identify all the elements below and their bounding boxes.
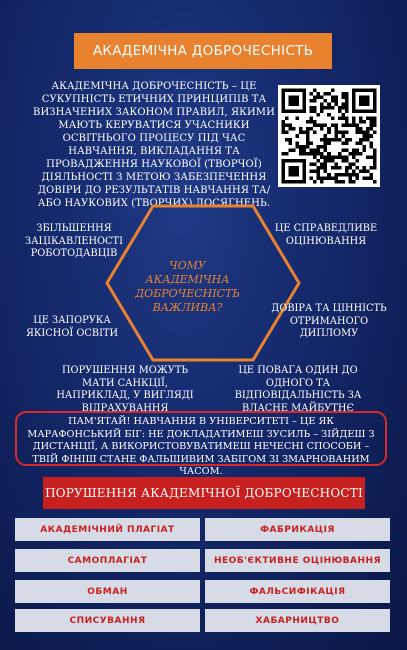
reason-fair-grading: ЦЕ СПРАВЕДЛИВЕ ОЦІНЮВАННЯ [274, 223, 378, 247]
violations-title: ПОРУШЕННЯ АКАДЕМІЧНОЇ ДОБРОЧЕСНОСТІ [45, 486, 363, 500]
definition-text: АКАДЕМІЧНА ДОБРОЧЕСНІСТЬ – ЦЕ СУКУПНІСТЬ ЕТИЧНИХ ПРИНЦИПІВ ТА ВИЗНАЧЕНИХ ЗАКОНОМ ПРАВИЛ, ЯКИМИ МАЮТЬ КЕРУВАТИСЯ УЧАСНИКИ ОСВІТНЬОГО ПРОЦЕСУ ПІД ЧАС НАВЧАННЯ, ВИКЛАДАННЯ ТА ПРОВАДЖЕННЯ НАУКОВОЇ (ТВОРЧОЇ) ДІЯЛЬНОСТІ З МЕТОЮ ЗАБЕЗПЕЧЕННЯ ДОВІРИ ДО РЕЗУЛЬТАТІВ НАВЧАННЯ ТА/АБО НАУКОВИХ (ТВОРЧИХ) ДОСЯГНЕНЬ. [33, 81, 275, 209]
reason-employers: ЗБІЛЬШЕННЯ ЗАЦІКАВЛЕНОСТІ РОБОТОДАВЦІВ [25, 223, 123, 259]
violation-deception[interactable]: ОБМАН [15, 580, 200, 603]
violation-biased-evaluation[interactable]: НЕОБ'ЄКТИВНЕ ОЦІНЮВАННЯ [205, 549, 390, 572]
violation-plagiarism[interactable]: АКАДЕМІЧНИЙ ПЛАГІАТ [15, 518, 200, 541]
title-banner [74, 33, 332, 69]
hexagon-question: ЧОМУ АКАДЕМІЧНА ДОБРОЧЕСНІСТЬ ВАЖЛИВА? [135, 259, 240, 314]
reason-quality-education: ЦЕ ЗАПОРУКА ЯКІСНОЇ ОСВІТИ [25, 315, 119, 339]
violation-bribery[interactable]: ХАБАРНИЦТВО [205, 609, 390, 632]
violation-falsification[interactable]: ФАЛЬСИФІКАЦІЯ [205, 580, 390, 603]
reason-diploma-value: ДОВІРА ТА ЦІННІСТЬ ОТРИМАНОГО ДИПЛОМУ [271, 303, 387, 339]
violation-cheating[interactable]: СПИСУВАННЯ [15, 609, 200, 632]
qr-code[interactable] [278, 85, 380, 187]
violations-header [43, 477, 365, 509]
warning-box: ПАМ'ЯТАЙ! НАВЧАННЯ В УНІВЕРСИТЕТІ – ЦЕ ЯК МАРАФОНСЬКИЙ БІГ: НЕ ДОКЛАДАТИМЕШ ЗУСИЛЬ – ЗІЙДЕШ З ДИСТАНЦІЇ, А ВИКОРИСТОВУВАТИМЕШ НЕЧЕСНІ СПОСОБИ – ТВІЙ ФІНІШ СТАНЕ ФАЛЬШИВИМ ЗАБІГОМ ЗІ ЗМАРНОВАНИМ ЧАСОМ. [15, 411, 387, 466]
reason-respect: ЦЕ ПОВАГА ОДИН ДО ОДНОГО ТА ВІДПОВІДАЛЬНІСТЬ ЗА ВЛАСНЕ МАЙБУТНЄ [234, 365, 362, 414]
qr-code-icon [278, 85, 380, 187]
page-title: АКАДЕМІЧНА ДОБРОЧЕСНІСТЬ [92, 43, 314, 59]
violation-self-plagiarism[interactable]: САМОПЛАГІАТ [15, 549, 200, 572]
reason-sanctions: ПОРУШЕННЯ МОЖУТЬ МАТИ САНКЦІЇ, НАПРИКЛАД, У ВИГЛЯДІ ВІДРАХУВАННЯ [56, 365, 194, 414]
violation-fabrication[interactable]: ФАБРИКАЦІЯ [205, 518, 390, 541]
